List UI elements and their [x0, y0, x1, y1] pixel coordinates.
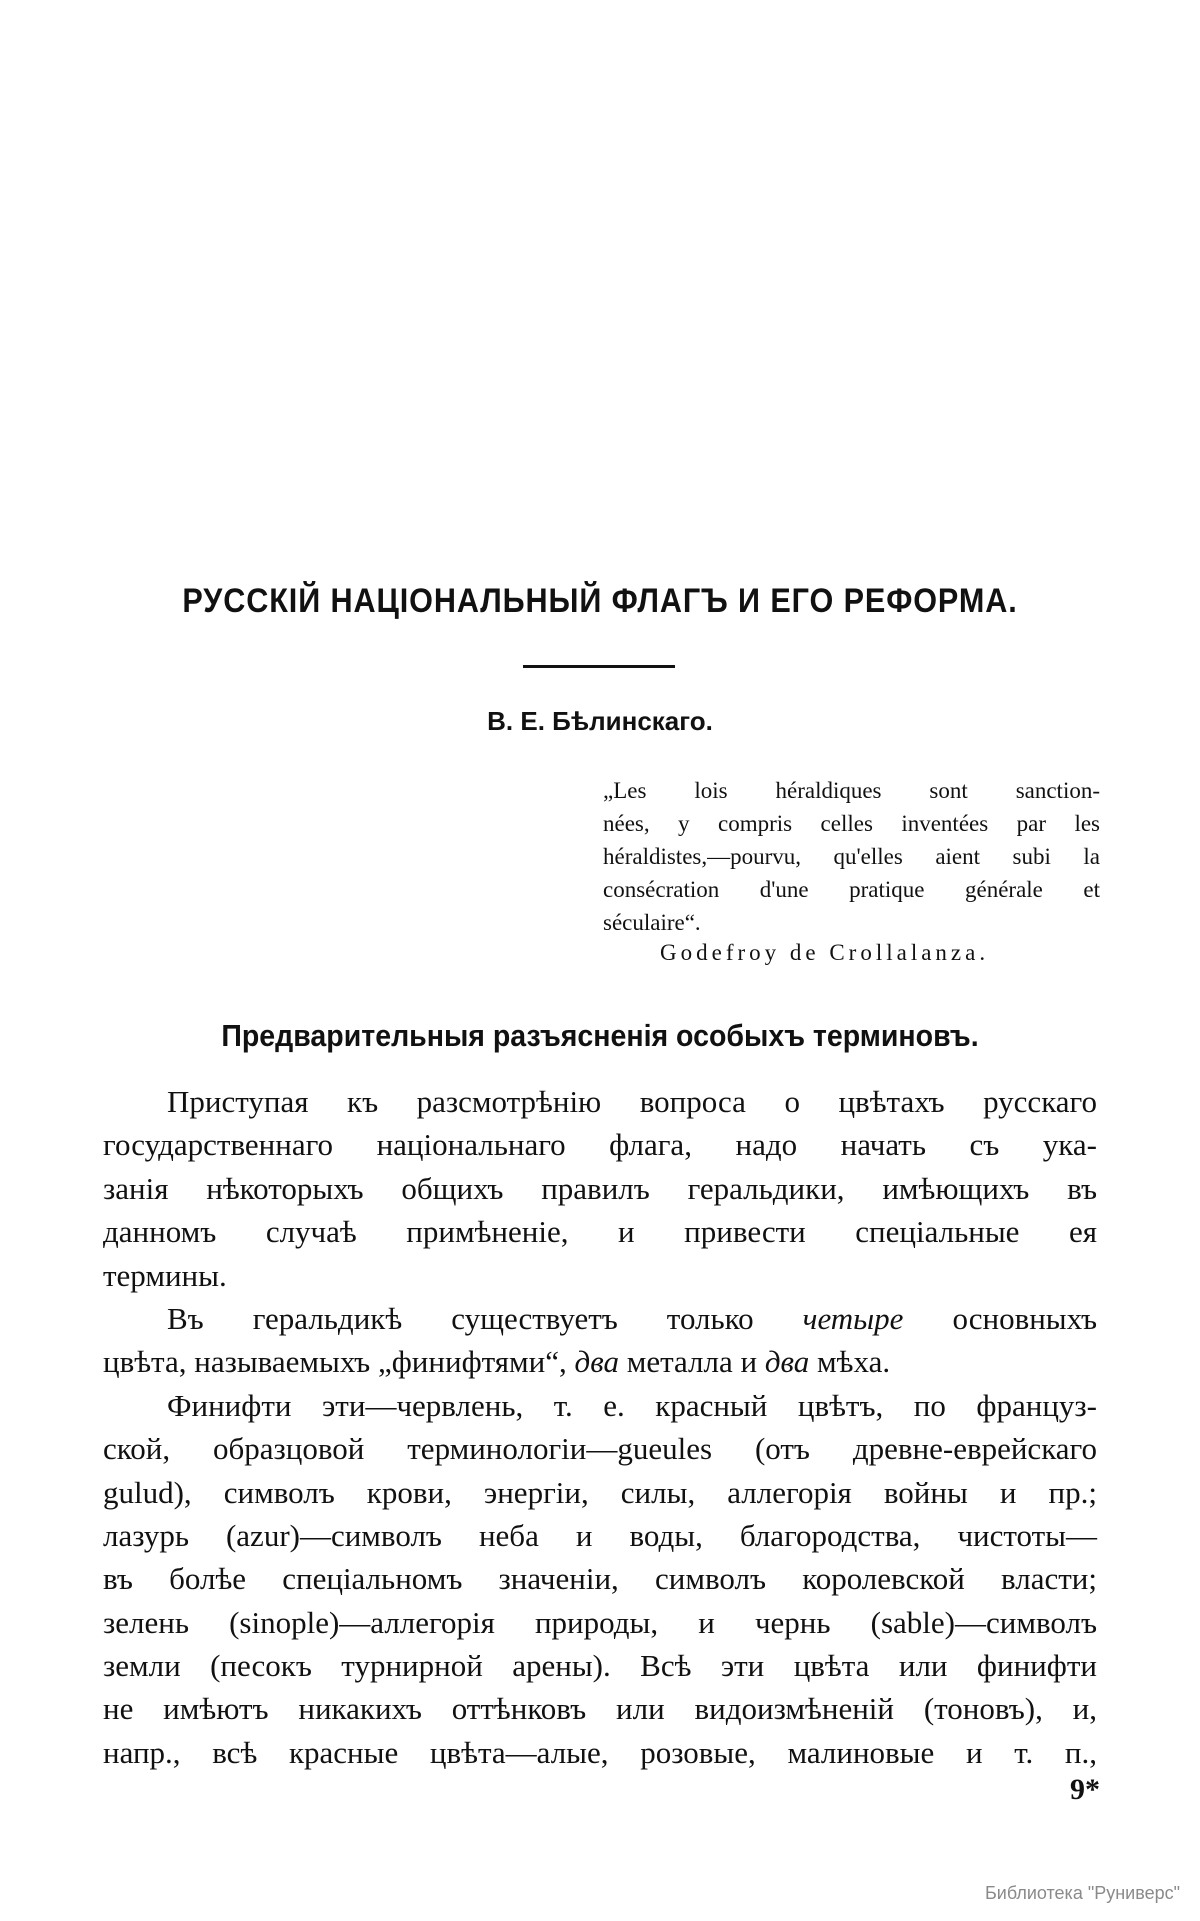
emphasis-text: два: [764, 1344, 810, 1380]
emphasis-text: четыре: [802, 1300, 904, 1336]
text-run: Въ геральдикѣ существуетъ только: [167, 1300, 803, 1336]
paragraph-line: государственнаго національнаго флага, надо начать съ ука-: [103, 1127, 1097, 1163]
text-run: мѣха.: [809, 1344, 891, 1380]
paragraph-line: Финифти эти—червлень, т. е. красный цвѣтъ, по француз-: [167, 1387, 1097, 1423]
page-number: 9*: [1070, 1773, 1100, 1806]
author-line: [100, 706, 1100, 737]
article-title: РУССКІЙ НАЦІОНАЛЬНЫЙ ФЛАГЪ И ЕГО РЕФОРМА.: [182, 582, 1018, 620]
title-divider: [523, 665, 675, 668]
paragraph-line: Приступая къ разсмотрѣнію вопроса о цвѣтахъ русскаго: [167, 1084, 1097, 1119]
emphasis-text: два: [574, 1344, 619, 1380]
paragraph-line: [103, 1297, 1097, 1340]
epigraph-line: séculaire“.: [603, 910, 701, 935]
paragraph-line: занія нѣкоторыхъ общихъ правилъ геральдики, имѣющихъ въ: [103, 1170, 1097, 1206]
paragraph-line: ской, образцовой терминологіи—gueules (отъ древне-еврейскаго: [103, 1431, 1097, 1467]
paragraph-line: зелень (sinople)—аллегорія природы, и чернь (sable)—символъ: [103, 1604, 1097, 1640]
paragraph-line: въ болѣе спеціальномъ значеніи, символъ королевской власти;: [103, 1561, 1097, 1597]
paragraph-line: напр., всѣ красные цвѣта—алые, розовые, малиновые и т. п.,: [103, 1734, 1097, 1770]
library-watermark: Библиотека "Руниверс": [984, 1883, 1180, 1903]
text-run: металла и: [618, 1344, 765, 1380]
epigraph-line: nées, y compris celles inventées par les: [603, 811, 1100, 836]
paragraph-line: термины.: [103, 1257, 227, 1293]
body-text: [103, 1080, 1097, 1774]
epigraph-line: héraldistes,—pourvu, qu'elles aient subi la: [603, 844, 1100, 869]
paragraph-line: земли (песокъ турнирной арены). Всѣ эти цвѣта или финифти: [103, 1648, 1097, 1684]
paragraph-line: данномъ случаѣ примѣненіе, и привести спеціальные ея: [103, 1214, 1097, 1250]
section-heading: Предварительныя разъясненія особыхъ терминовъ.: [221, 1018, 979, 1053]
paragraph-line: gulud), символъ крови, энергіи, силы, аллегорія войны и пр.;: [103, 1474, 1097, 1510]
epigraph-line: „Les lois héraldiques sont sanction-: [603, 778, 1100, 803]
author-initials: В. Е.: [487, 706, 545, 736]
epigraph-line: consécration d'une pratique générale et: [603, 877, 1100, 902]
paragraph-line: не имѣютъ никакихъ оттѣнковъ или видоизмѣненій (тоновъ), и,: [103, 1691, 1097, 1727]
epigraph: [603, 774, 1100, 939]
text-run: цвѣта, называемыхъ „финифтями“,: [103, 1344, 575, 1380]
paragraph-line: [103, 1340, 1097, 1383]
text-run: основныхъ: [903, 1300, 1097, 1336]
epigraph-signature: Godefroy de Crollalanza.: [660, 940, 990, 965]
author-name: Бѣлинскаго.: [552, 706, 713, 736]
paragraph-line: лазурь (azur)—символъ неба и воды, благородства, чистоты—: [103, 1517, 1097, 1553]
